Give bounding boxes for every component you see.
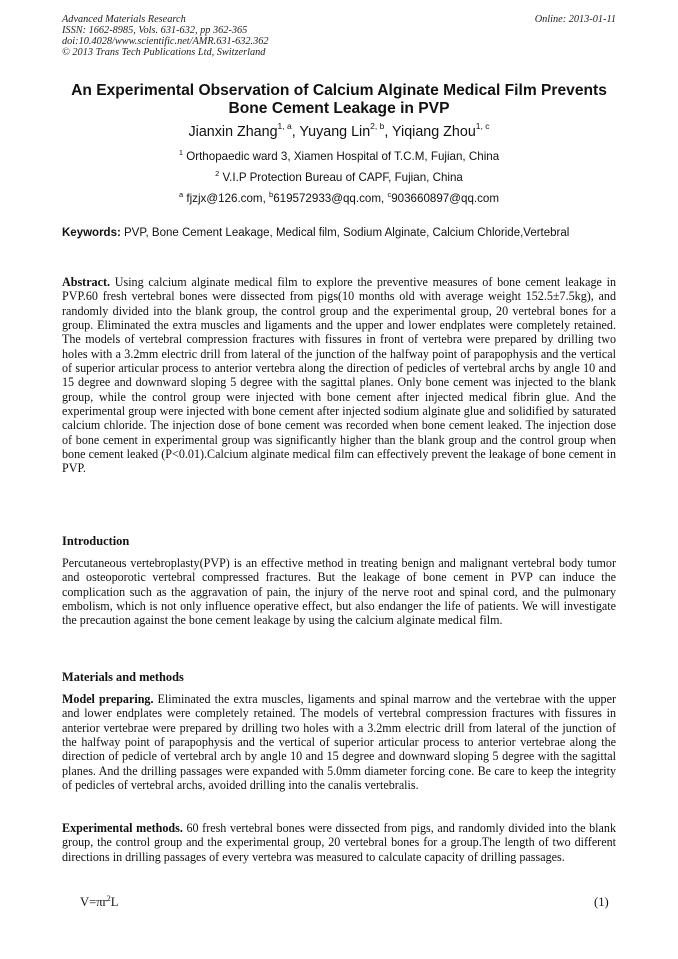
methods-heading: Materials and methods [62,670,184,684]
author-superscript: 2, b [370,121,385,131]
equation-lhs: V=πr [80,895,107,909]
author-name: Jianxin Zhang [188,124,278,140]
introduction-text: Percutaneous vertebroplasty(PVP) is an effective method in treating benign and malignant vertebral body tumor and osteoporotic vertebral compressed fractures. But the leakage of bone cement in PVP can induce the complication such as the aggravation of pain, the injury of the nerve root and spinal cord, and the pulmonary embolism, which is not only influence operative effect, but also endanger the life of patients. We will investigate the precaution against the bone cement leakage by using the calcium alginate medical film. [62,556,616,628]
publication-header [62,14,616,58]
experimental-methods-paragraph [62,821,616,864]
equation-exponent: 2 [106,894,111,903]
affiliation-1 [62,150,616,164]
copyright-line: © 2013 Trans Tech Publications Ltd, Switzerland [62,47,266,58]
keywords-label: Keywords: [62,227,121,239]
author-list [62,121,616,141]
affiliation-2 [62,171,616,185]
online-date: Online: 2013-01-11 [534,14,616,25]
keywords [62,226,616,240]
affiliation-marker: 2 [215,169,220,178]
abstract [62,275,616,476]
abstract-text: Using calcium alginate medical film to explore the preventive measures of bone cement leakage in PVP.60 fresh vertebral bones were dissected from pigs(10 months old with average weight 152.5±7.5kg), and randomly divided into the blank group, the control group and the experimental group, 20 vertebral bones for a group. Eliminated the extra muscles and ligaments and the upper and lower endplates were completely retained. The models of vertebral compression fractures with fissures in front of vertebra were prepared by drilling two holes with a 3.2mm electric drill from lateral of the junction of the halfway point of parapophysis and the vertical of superior articular process to anterior vertebra along the direction of pedicles of vertebral archs by angle 10 and 15 degree and downward sloping 5 degree with the sagittal planes. Only bone cement was injected to the blank group, while the control group were injected with bone cement after injected medical fibrin glue. And the experimental group were injected with bone cement after injected sodium alginate glue and solidified by saturated calcium chloride. The injection dose of bone cement was recorded when bone cement leaked. The injection dose of bone cement in experimental group was significantly higher than the blank group and the control group when bone cement leaked (P<0.01).Calcium alginate medical film can effectively prevent the leakage of bone cement in PVP. [62,275,616,476]
model-preparing-paragraph [62,692,616,792]
author-separator: , [384,124,393,140]
author-name: Yuyang Lin [299,124,371,140]
email-line [62,192,616,206]
author-name: Yiqiang Zhou [392,124,476,140]
email-marker: c [387,190,392,199]
author-separator: , [291,124,300,140]
equation-rhs: L [110,895,119,909]
affiliation-text: V.I.P Protection Bureau of CAPF, Fujian, China [219,171,463,184]
equation-number: (1) [594,895,609,909]
introduction-heading: Introduction [62,534,130,548]
experimental-methods-label: Experimental methods. [62,821,183,835]
email-marker: a [178,190,184,199]
affiliation-marker: 1 [178,148,183,157]
email-address: 903660897@qq.com [391,192,500,205]
author-superscript: 1, c [475,121,490,131]
email-marker: b [269,190,274,199]
author-superscript: 1, a [277,121,292,131]
abstract-label: Abstract. [62,275,111,289]
paper-title: An Experimental Observation of Calcium Alginate Medical Film Prevents Bone Cement Leakage in PVP [71,82,607,117]
email-address: fjzjx@126.com, [183,192,270,205]
experimental-methods-text: 60 fresh vertebral bones were dissected from pigs, and randomly divided into the blank group, the control group and the experimental group, 20 vertebral bones for a group.The length of two different directions in drilling passages of every vertebra was measured to calculate capacity of drilling passages. [62,821,616,864]
model-preparing-label: Model preparing. [62,692,154,706]
keywords-text: PVP, Bone Cement Leakage, Medical film, Sodium Alginate, Calcium Chloride,Vertebral [120,227,570,239]
issn-line: ISSN: 1662-8985, Vols. 631-632, pp 362-365 [62,25,248,36]
equation-1 [80,895,118,910]
model-preparing-text: Eliminated the extra muscles, ligaments and spinal marrow and the vertebrae with the upper and lower endplates were completely retained. The models of vertebral compression fractures with fissures in anterior vertebrae were prepared by drilling two holes with a 3.2mm electric drill from lateral of the junction of the halfway point of parapophysis and the vertical of superior articular process to anterior vertebrae along the direction of pedicle of vertebral arch by angle 10 and 15 degree and downward sloping 5 degree with the sagittal planes. And the drilling passages were expanded with 5.0mm diameter forcing cone. Be care to keep the integrity of pedicles of vertebral archs, avoided drilling into the canalis vertebralis. [62,692,616,793]
journal-name: Advanced Materials Research [62,14,186,25]
affiliation-text: Orthopaedic ward 3, Xiamen Hospital of T.C.M, Fujian, China [182,150,500,163]
email-address: 619572933@qq.com, [273,192,388,205]
doi-line: doi:10.4028/www.scientific.net/AMR.631-632.362 [62,36,269,47]
